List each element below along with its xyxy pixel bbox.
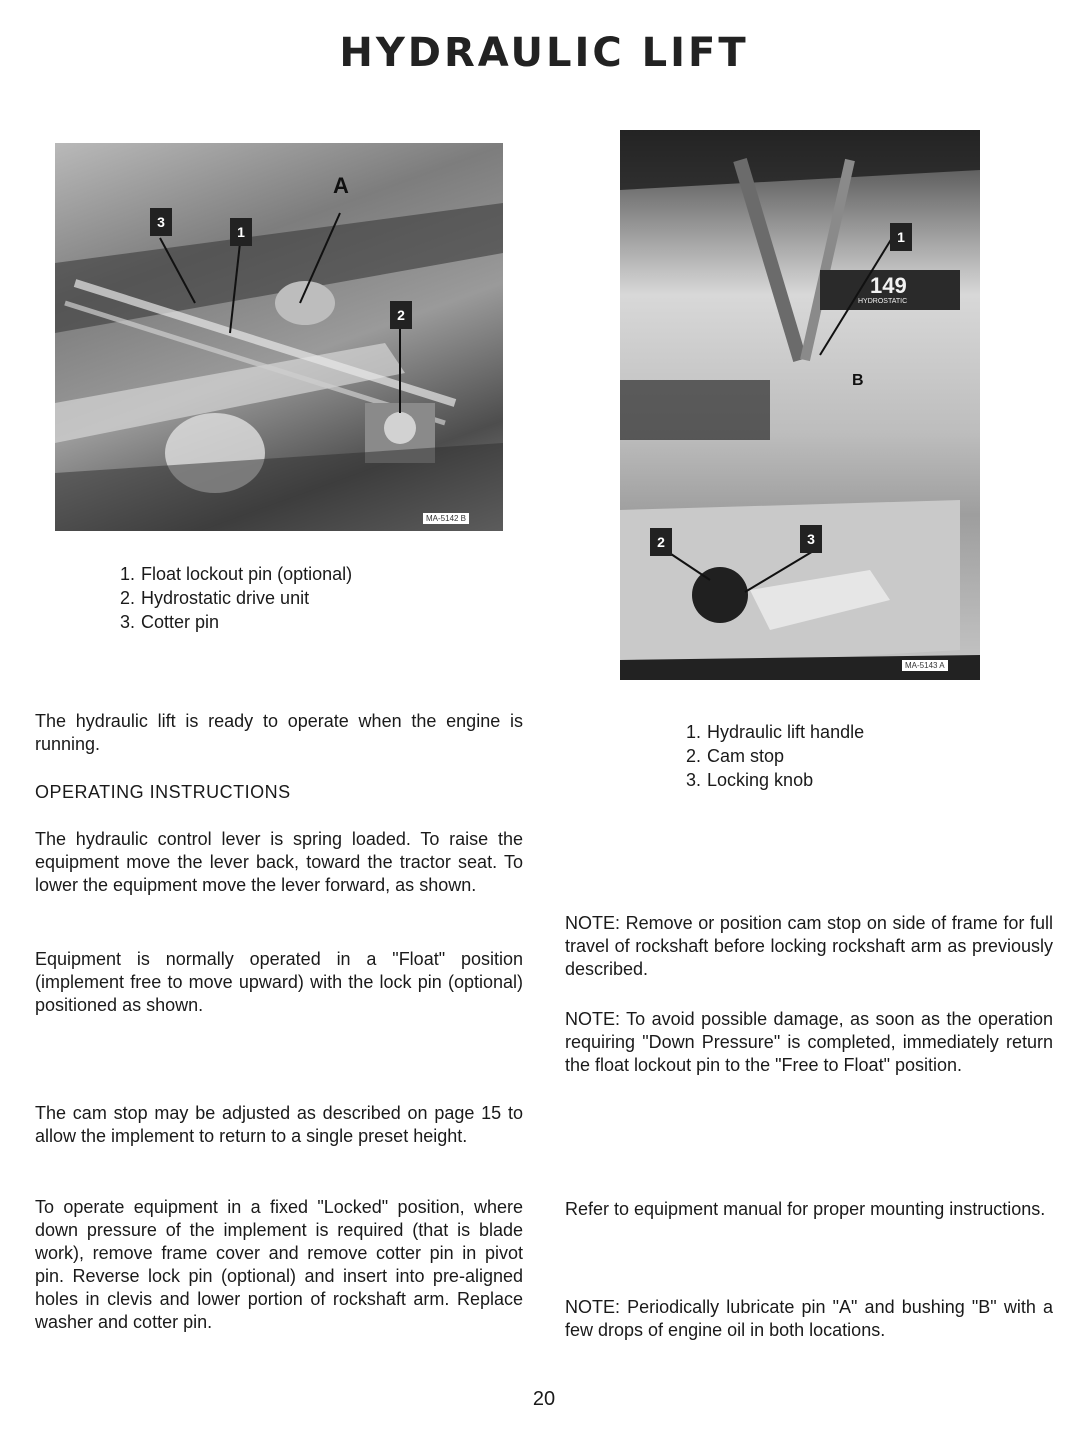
photo-hydraulic-unit xyxy=(55,143,503,531)
paragraph-cam-stop: The cam stop may be adjusted as described on page 15 to allow the implement to return to a single preset height. xyxy=(35,1103,523,1146)
callout-3: 3 xyxy=(150,208,172,236)
photo-code: MA-5143 A xyxy=(902,660,948,671)
callout-1: 1 xyxy=(230,218,252,246)
paragraph-float-position: Equipment is normally operated in a "Float" position (implement free to move upward) with the lock pin (optional) positioned as shown. xyxy=(35,949,523,1015)
caption-item xyxy=(120,562,352,586)
photo-illustration xyxy=(55,143,503,531)
caption-text: Cam stop xyxy=(707,746,785,766)
callout-2: 2 xyxy=(390,301,412,329)
photo-lift-handle xyxy=(620,130,980,680)
paragraph-control-lever: The hydraulic control lever is spring loaded. To raise the equipment move the lever back, toward the tractor seat. To lower the equipment move the lever forward, as shown. xyxy=(35,829,523,895)
model-number: 149 xyxy=(870,273,907,298)
caption-number: 1. xyxy=(120,564,136,584)
photo-label-a: A xyxy=(333,173,349,198)
caption-item xyxy=(120,586,352,610)
paragraph-locked-position: To operate equipment in a fixed "Locked" position, where down pressure of the implement is required (that is blade work), remove frame cover and remove cotter pin in pivot pin. Reverse lock pin (optional) and insert into pre-aligned holes in clevis and lower portion of rockshaft arm. Replace washer and cotter pin. xyxy=(35,1197,523,1332)
caption-number: 2. xyxy=(120,588,136,608)
callout-2: 2 xyxy=(650,528,672,556)
photo-illustration xyxy=(620,130,980,680)
caption-list-left xyxy=(120,562,352,634)
photo-label-b: B xyxy=(852,372,864,389)
caption-item xyxy=(686,768,864,792)
caption-text: Locking knob xyxy=(707,770,814,790)
caption-number: 1. xyxy=(686,722,702,742)
caption-item xyxy=(686,744,864,768)
caption-item xyxy=(686,720,864,744)
caption-text: Hydraulic lift handle xyxy=(707,722,865,742)
caption-text: Float lockout pin (optional) xyxy=(141,564,353,584)
intro-paragraph: The hydraulic lift is ready to operate when the engine is running. xyxy=(35,711,523,754)
paragraph-refer-manual: Refer to equipment manual for proper mounting instructions. xyxy=(565,1199,1046,1219)
model-subtitle: HYDROSTATIC xyxy=(858,298,908,305)
page-number: 20 xyxy=(532,1388,556,1410)
note-down-pressure: NOTE: To avoid possible damage, as soon as the operation requiring "Down Pressure" is completed, immediately return the float lockout pin to the "Free to Float" position. xyxy=(565,1009,1053,1075)
note-lubricate: NOTE: Periodically lubricate pin "A" and bushing "B" with a few drops of engine oil in both locations. xyxy=(565,1297,1053,1340)
caption-number: 3. xyxy=(686,770,702,790)
photo-code: MA-5142 B xyxy=(423,513,469,524)
caption-item xyxy=(120,610,352,634)
caption-number: 2. xyxy=(686,746,702,766)
section-heading: OPERATING INSTRUCTIONS xyxy=(35,782,291,802)
caption-list-right xyxy=(686,720,864,792)
note-cam-stop: NOTE: Remove or position cam stop on side of frame for full travel of rockshaft before locking rockshaft arm as previously described. xyxy=(565,913,1053,979)
caption-number: 3. xyxy=(120,612,136,632)
caption-text: Hydrostatic drive unit xyxy=(141,588,310,608)
callout-3: 3 xyxy=(800,525,822,553)
page-title: HYDRAULIC LIFT xyxy=(339,30,749,76)
caption-text: Cotter pin xyxy=(141,612,220,632)
callout-1: 1 xyxy=(890,223,912,251)
